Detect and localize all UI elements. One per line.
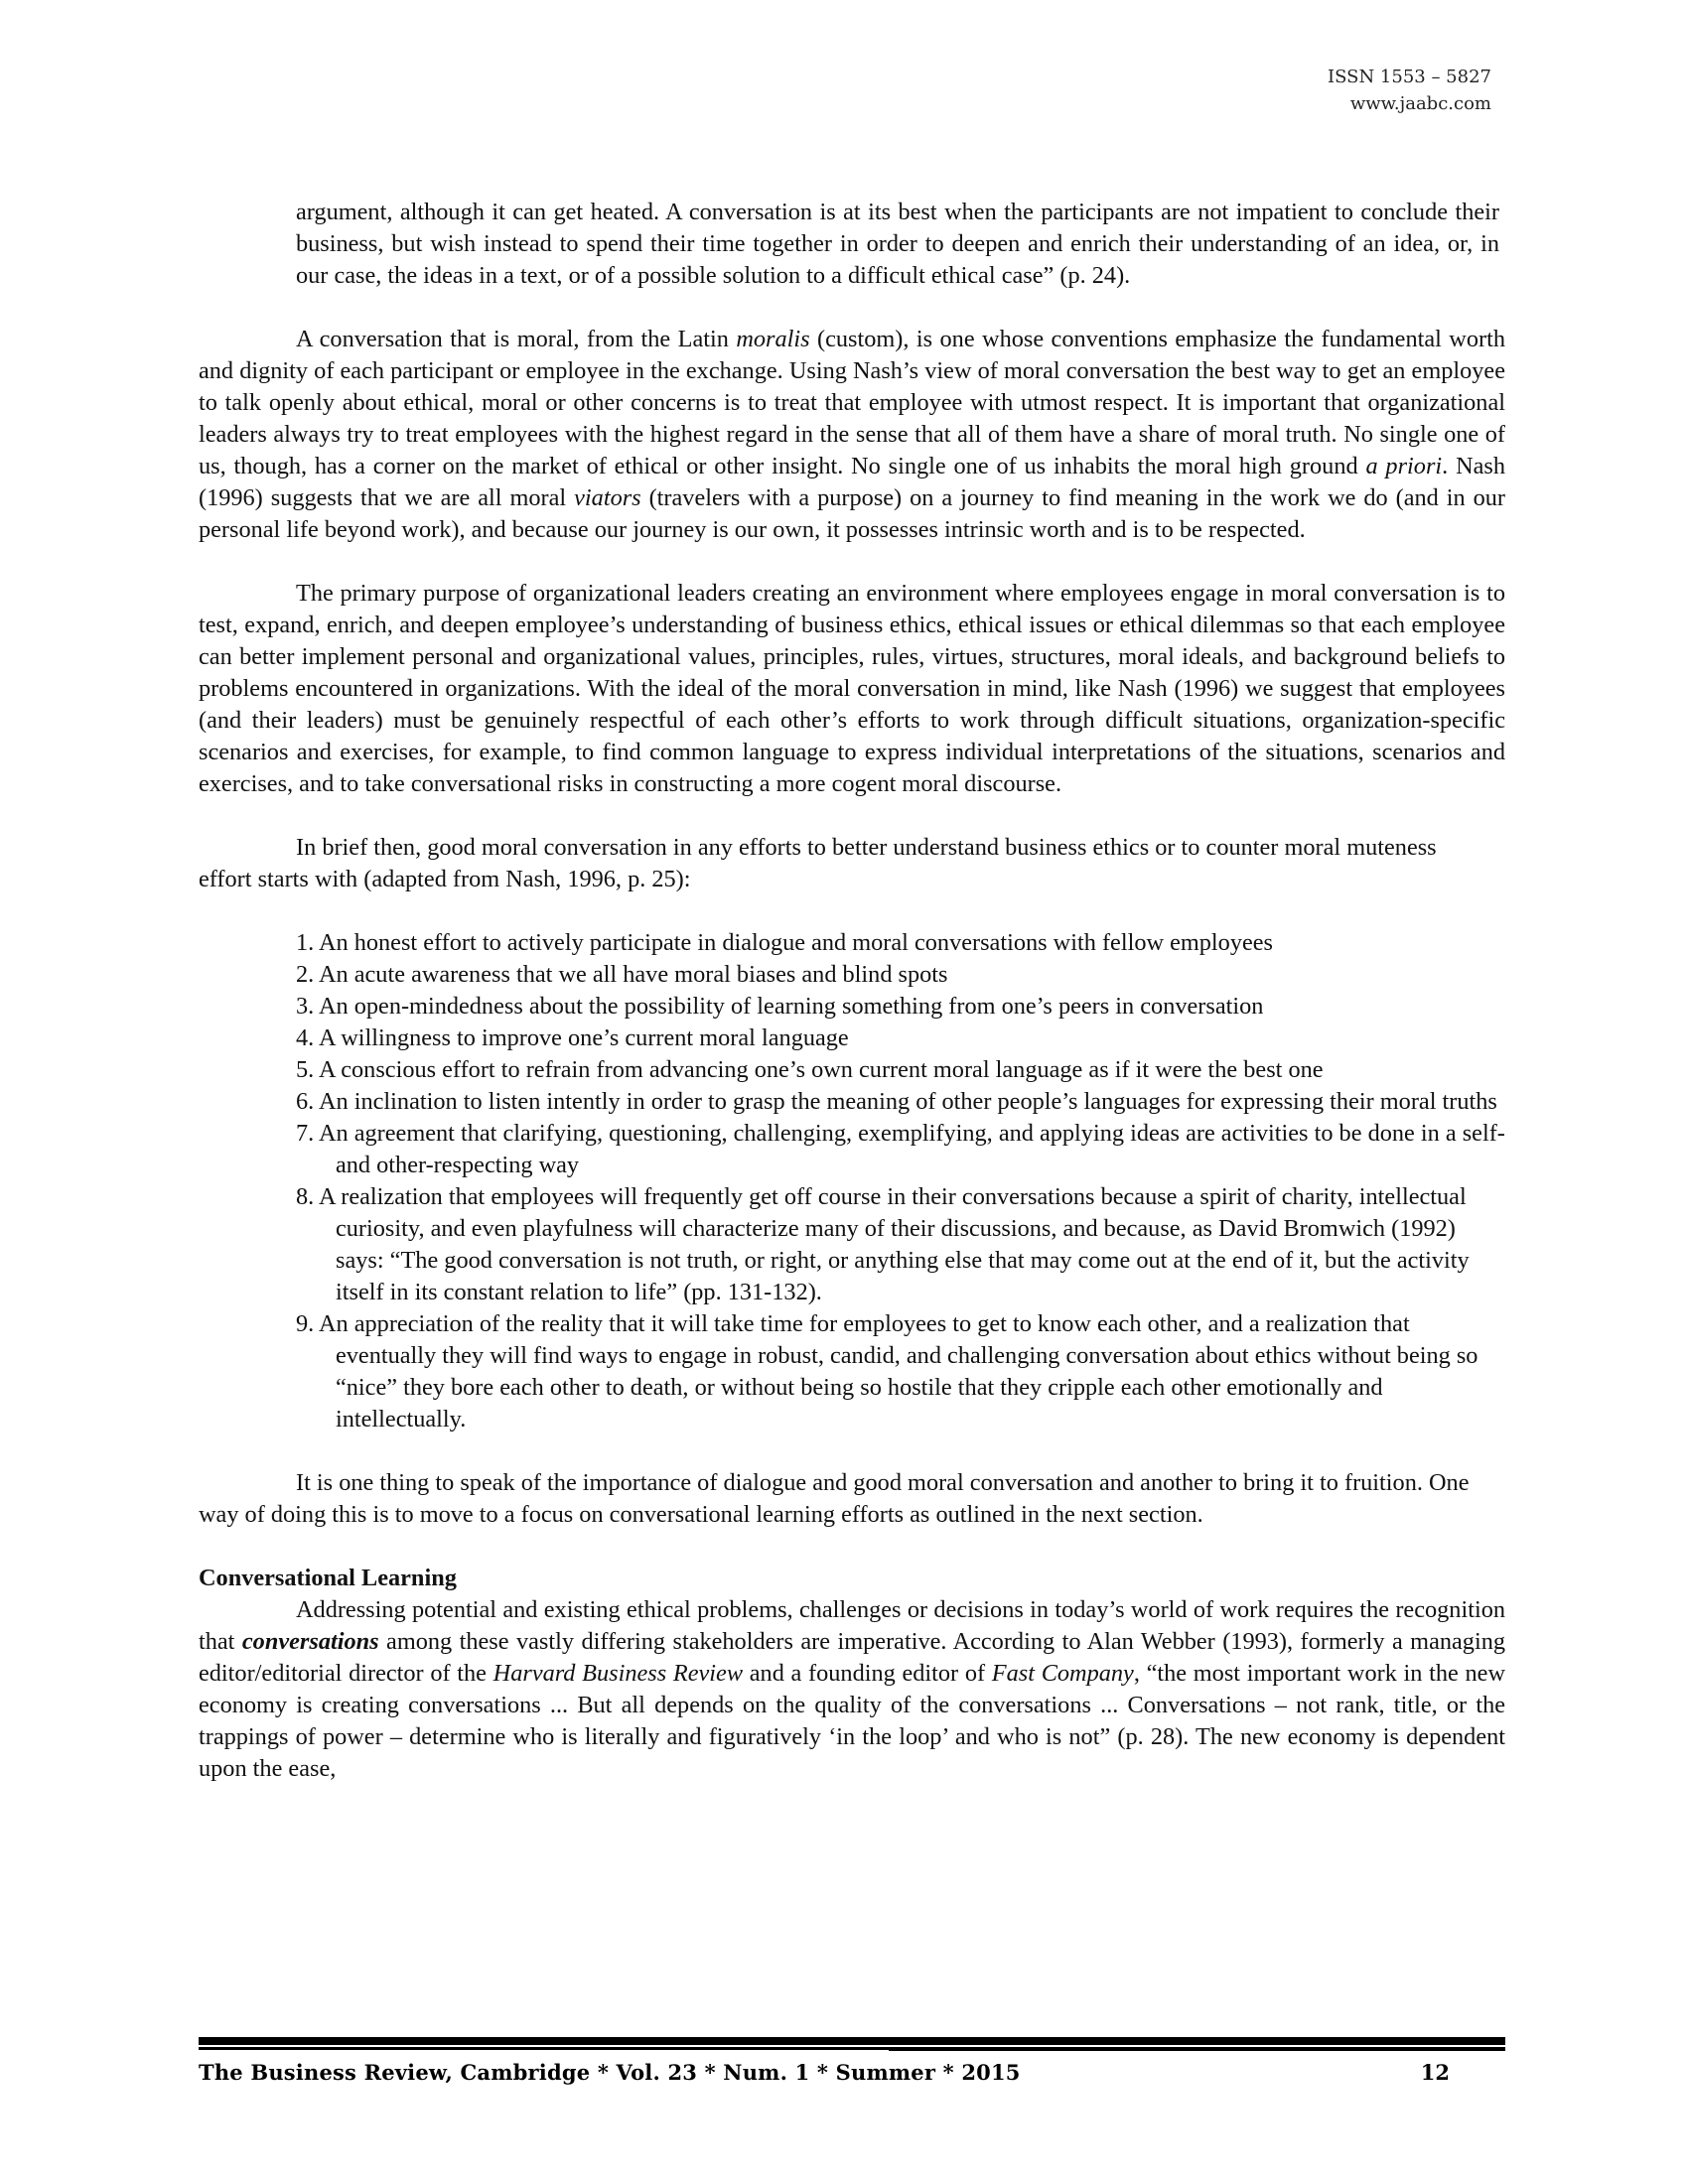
criteria-list xyxy=(199,927,1505,1435)
list-item-text: A conscious effort to refrain from advancing one’s own current moral language as if it were the best one xyxy=(318,1056,1324,1083)
footer-rule-thick xyxy=(199,2037,1505,2045)
list-item-text: A realization that employees will frequently get off course in their conversations because a spirit of charity, intellectual curiosity, and even playfulness will characterize many of their discussions, and because, as David Bromwich (1992) says: “The good conversation is not truth, or right, or anything else that may come out at the end of it, but the activity itself in its constant relation to life” (pp. 131-132). xyxy=(318,1183,1470,1305)
list-number: 1. xyxy=(296,929,315,956)
list-number: 3. xyxy=(296,993,315,1020)
italic-term-viators: viators xyxy=(574,484,641,511)
emphasized-term-conversations: conversations xyxy=(241,1628,379,1655)
block-quote-continuation: argument, although it can get heated. A conversation is at its best when the participants are not impatient to conclude their business, but wish instead to spend their time together in order to deepen and enrich their understanding of an idea, or, in our case, the ideas in a text, or of a possible solution to a difficult ethical case” (p. 24). xyxy=(296,199,1499,289)
paragraph-fruition: It is one thing to speak of the importance of dialogue and good moral conversation and another to bring it to fruition. One way of doing this is to move to a focus on conversational learning efforts as outlined in the next section. xyxy=(199,1469,1470,1528)
paragraph-moral-conversation xyxy=(199,324,1505,546)
list-item xyxy=(296,1308,1505,1435)
list-number: 8. xyxy=(296,1183,315,1210)
italic-title-fast-company: Fast Company xyxy=(991,1660,1134,1687)
list-item xyxy=(296,1118,1505,1181)
list-item-text: An appreciation of the reality that it will take time for employees to get to know each other, and a realization that eventually they will find ways to engage in robust, candid, and challenging conversation about ethics without being so “nice” they bore each other to death, or without being so hostile that they cripple each other emotionally and intellectually. xyxy=(318,1310,1478,1433)
paragraph-primary-purpose: The primary purpose of organizational leaders creating an environment where employees engage in moral conversation is to test, expand, enrich, and deepen employee’s understanding of business ethics, ethical issues or ethical dilemmas so that each employee can better implement personal and organizational values, principles, rules, virtues, structures, moral ideals, and background beliefs to problems encountered in organizations. With the ideal of the moral conversation in mind, like Nash (1996) we suggest that employees (and their leaders) must be genuinely respectful of each other’s efforts to work through difficult situations, organization-specific scenarios and exercises, for example, to find common language to express individual interpretations of the situations, scenarios and exercises, and to take conversational risks in constructing a more cogent moral discourse. xyxy=(199,580,1505,797)
journal-website: www.jaabc.com xyxy=(1349,93,1491,114)
list-item-text: A willingness to improve one’s current moral language xyxy=(318,1024,849,1051)
list-item xyxy=(296,991,1505,1023)
article-body xyxy=(199,197,1505,1785)
list-number: 7. xyxy=(296,1120,315,1147)
list-item-text: An open-mindedness about the possibility of learning something from one’s peers in conversation xyxy=(318,993,1264,1020)
page-footer xyxy=(199,2055,1505,2091)
journal-citation: The Business Review, Cambridge * Vol. 23 * Num. 1 * Summer * 2015 xyxy=(199,2060,1021,2085)
text-run: Addressing potential and existing ethical problems, challenges or decisions in today’s world of work requires the recognition that xyxy=(199,1596,1505,1655)
italic-term-a-priori: a priori xyxy=(1365,453,1443,479)
section-heading: Conversational Learning xyxy=(199,1565,457,1591)
paragraph-in-brief: In brief then, good moral conversation in any efforts to better understand business ethics or to counter moral muteness effort starts with (adapted from Nash, 1996, p. 25): xyxy=(199,834,1437,892)
text-run: among these vastly differing stakeholders are imperative. According to Alan Webber (1993), formerly a managing editor/editorial director of the xyxy=(199,1628,1505,1687)
list-number: 5. xyxy=(296,1056,315,1083)
text-run: . Nash (1996) suggests that we are all moral xyxy=(199,453,1505,511)
list-item-text: An honest effort to actively participate in dialogue and moral conversations with fellow employees xyxy=(318,929,1273,956)
list-item xyxy=(296,1086,1505,1118)
list-item-text: An acute awareness that we all have moral biases and blind spots xyxy=(318,961,948,988)
text-run: , “the most important work in the new economy is creating conversations ... But all depends on the quality of the conversations ... Conversations – not rank, title, or the trappings of power – determine who is literally and figuratively ‘in the loop’ and who is not” (p. 28). The new economy is dependent upon the ease, xyxy=(199,1660,1506,1782)
footer-rule-thin-right xyxy=(889,2047,1505,2051)
page-number: 12 xyxy=(1420,2060,1450,2085)
paragraph-conversational-learning xyxy=(199,1594,1505,1785)
list-item xyxy=(296,1181,1505,1308)
list-number: 4. xyxy=(296,1024,315,1051)
list-item-text: An agreement that clarifying, questioning, challenging, exemplifying, and applying ideas are activities to be done in a self- and other-respecting way xyxy=(318,1120,1505,1178)
text-run: (travelers with a purpose) on a journey to find meaning in the work we do (and in our personal life beyond work), and because our journey is our own, it possesses intrinsic worth and is to be respected. xyxy=(199,484,1505,543)
text-run: (custom), is one whose conventions emphasize the fundamental worth and dignity of each participant or employee in the exchange. Using Nash’s view of moral conversation the best way to get an employee to talk openly about ethical, moral or other concerns is to treat that employee with utmost respect. It is important that organizational leaders always try to treat employees with the highest regard in the sense that all of them have a share of moral truth. No single one of us, though, has a corner on the market of ethical or other insight. No single one of us inhabits the moral high ground xyxy=(199,326,1505,479)
footer-rule-thin-left xyxy=(199,2047,889,2050)
list-number: 9. xyxy=(296,1310,315,1337)
list-item xyxy=(296,927,1505,959)
list-item-text: An inclination to listen intently in order to grasp the meaning of other people’s languages for expressing their moral truths xyxy=(318,1088,1497,1115)
list-item xyxy=(296,959,1505,991)
list-item xyxy=(296,1023,1505,1054)
italic-title-harvard-business-review: Harvard Business Review xyxy=(492,1660,744,1687)
page-header xyxy=(1328,64,1491,117)
text-run: A conversation that is moral, from the Latin xyxy=(296,326,737,352)
issn-label: ISSN 1553 – 5827 xyxy=(1328,67,1491,87)
list-number: 6. xyxy=(296,1088,315,1115)
text-run: and a founding editor of xyxy=(743,1660,992,1687)
list-number: 2. xyxy=(296,961,315,988)
italic-term-moralis: moralis xyxy=(736,326,810,352)
list-item xyxy=(296,1054,1505,1086)
